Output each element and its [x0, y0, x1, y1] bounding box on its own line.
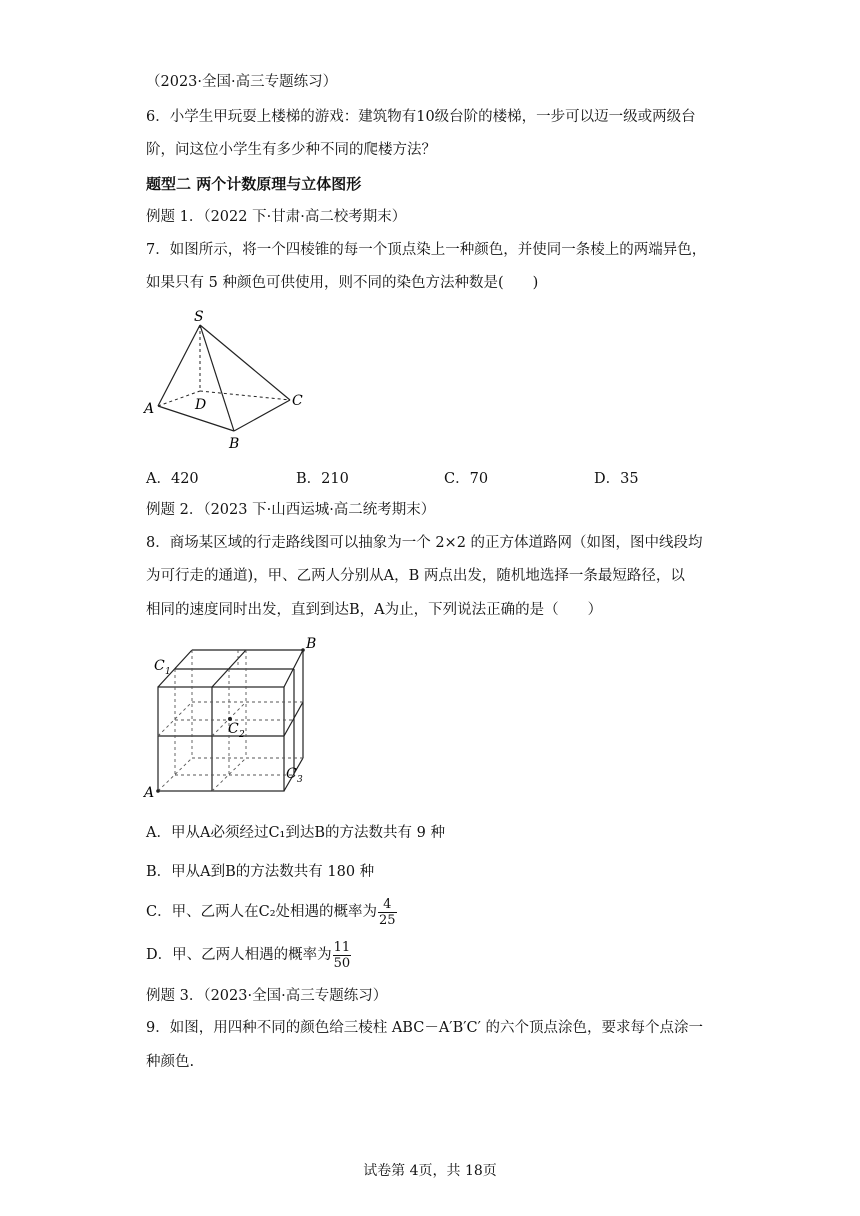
edge-sc [200, 325, 290, 400]
q8-option-d[interactable] [146, 937, 351, 973]
question-7-options [146, 467, 706, 489]
q8-option-a[interactable]: A．甲从A必须经过C₁到达B的方法数共有 9 种 [146, 825, 445, 841]
question-8-line-3: 相同的速度同时出发，直到到达B，A为止，下列说法正确的是（ ） [146, 602, 603, 618]
label-c3: C [286, 766, 297, 782]
q8-option-c[interactable] [146, 894, 397, 930]
question-6-line-2: 阶，问这位小学生有多少种不同的爬楼方法？ [146, 142, 436, 158]
edge-dc [200, 391, 290, 400]
question-9-line-1: 9．如图，用四种不同的颜色给三棱柱 ABC－A′B′C′ 的六个顶点涂色，要求每个点涂一 [146, 1020, 704, 1036]
question-7-line-2: 如果只有 5 种颜色可供使用，则不同的染色方法种数是( ) [146, 275, 539, 291]
label-c2-sub: 2 [239, 730, 245, 740]
point-a [156, 789, 160, 793]
question-9-line-2: 种颜色. [146, 1054, 195, 1070]
q8-option-d-text: D．甲、乙两人相遇的概率为 [146, 947, 332, 963]
q8-option-c-fraction: $\frac{4}{25}$ [379, 896, 396, 928]
question-7-line-1: 7．如图所示，将一个四棱锥的每一个顶点染上一种颜色，并使同一条棱上的两端异色， [146, 242, 707, 258]
label-a: A [144, 785, 155, 801]
cube-grid-figure [140, 632, 330, 804]
example-1-source: 例题 1．（2022 下·甘肃·高二校考期末） [146, 209, 407, 225]
label-b: B [306, 636, 317, 652]
edge-bc [234, 400, 290, 431]
q7-option-b[interactable]: B．210 [296, 471, 349, 487]
q8-option-c-text: C．甲、乙两人在C₂处相遇的概率为 [146, 904, 378, 920]
question-8-line-1: 8．商场某区域的行走路线图可以抽象为一个 2×2 的正方体道路网（如图，图中线段均 [146, 535, 703, 551]
page-footer: 试卷第 4页，共 18页 [363, 1163, 497, 1179]
label-b: B [229, 436, 240, 452]
label-c: C [292, 393, 303, 409]
example-2-source: 例题 2．（2023 下·山西运城·高二统考期末） [146, 502, 436, 518]
question-6-line-1: 6．小学生甲玩耍上楼梯的游戏：建筑物有10级台阶的楼梯，一步可以迈一级或两级台 [146, 109, 696, 125]
label-s: S [194, 309, 204, 325]
q8-option-b[interactable]: B．甲从A到B的方法数共有 180 种 [146, 864, 375, 880]
pyramid-figure [140, 305, 320, 455]
point-b [301, 648, 305, 652]
label-c1: C [154, 658, 165, 674]
section-heading: 题型二 两个计数原理与立体图形 [146, 175, 362, 193]
label-c2: C [228, 721, 239, 737]
label-c3-sub: 3 [297, 775, 303, 785]
label-a: A [144, 401, 155, 417]
label-c1-sub: 1 [165, 667, 171, 677]
source-note-top: （2023·全国·高三专题练习） [146, 74, 338, 90]
q7-option-c[interactable]: C．70 [444, 471, 489, 487]
edge-sb [200, 325, 234, 431]
edge-sa [158, 325, 200, 406]
q7-option-d[interactable]: D．35 [594, 471, 639, 487]
example-3-source: 例题 3．（2023·全国·高三专题练习） [146, 988, 388, 1004]
question-8-line-2: 为可行走的通道)，甲、乙两人分别从A，B 两点出发，随机地选择一条最短路径，以 [146, 568, 685, 584]
q7-option-a[interactable]: A．420 [146, 471, 199, 487]
q8-option-d-fraction: $\frac{11}{50}$ [333, 939, 351, 971]
label-d: D [195, 397, 207, 413]
